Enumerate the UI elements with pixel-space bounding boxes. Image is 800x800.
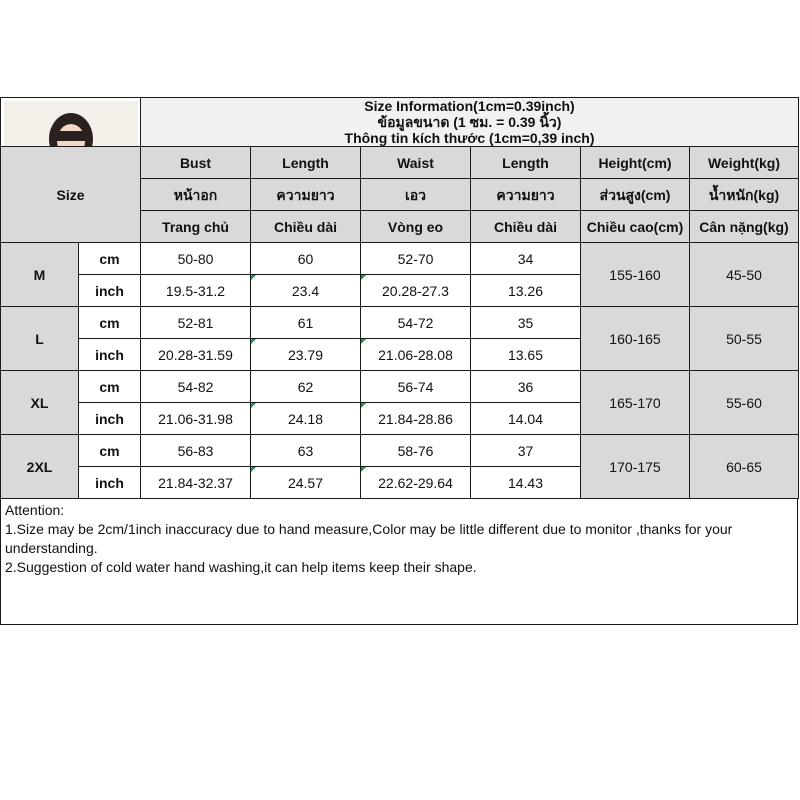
2xl-length-inch: 24.57 bbox=[251, 467, 361, 499]
2xl-waist-inch: 22.62-29.64 bbox=[361, 467, 471, 499]
header-height-th: ส่วนสูง(cm) bbox=[581, 179, 690, 211]
header-weight-vi: Cân nặng(kg) bbox=[690, 211, 799, 243]
model-photo bbox=[4, 101, 138, 147]
size-xl: XL bbox=[1, 371, 79, 435]
header-length2-en: Length bbox=[471, 147, 581, 179]
size-table bbox=[0, 97, 799, 499]
xl-weight: 55-60 bbox=[690, 371, 799, 435]
table-row-m-cm bbox=[1, 243, 799, 275]
header-waist-en: Waist bbox=[361, 147, 471, 179]
m-waist-inch: 20.28-27.3 bbox=[361, 275, 471, 307]
2xl-length2-inch: 14.43 bbox=[471, 467, 581, 499]
xl-height: 165-170 bbox=[581, 371, 690, 435]
xl-length2-inch: 14.04 bbox=[471, 403, 581, 435]
header-length2-th: ความยาว bbox=[471, 179, 581, 211]
header-length-th: ความยาว bbox=[251, 179, 361, 211]
size-label: Size bbox=[1, 147, 141, 243]
header-bust-vi: Trang chủ bbox=[141, 211, 251, 243]
xl-length-inch: 24.18 bbox=[251, 403, 361, 435]
l-bust-inch: 20.28-31.59 bbox=[141, 339, 251, 371]
l-height: 160-165 bbox=[581, 307, 690, 371]
unit-cm: cm bbox=[79, 371, 141, 403]
unit-inch: inch bbox=[79, 467, 141, 499]
attention-note-2: 2.Suggestion of cold water hand washing,it can help items keep their shape. bbox=[5, 559, 477, 575]
m-bust-inch: 19.5-31.2 bbox=[141, 275, 251, 307]
2xl-height: 170-175 bbox=[581, 435, 690, 499]
2xl-length2-cm: 37 bbox=[471, 435, 581, 467]
header-length2-vi: Chiều dài bbox=[471, 211, 581, 243]
xl-waist-cm: 56-74 bbox=[361, 371, 471, 403]
unit-inch: inch bbox=[79, 275, 141, 307]
size-l: L bbox=[1, 307, 79, 371]
2xl-weight: 60-65 bbox=[690, 435, 799, 499]
2xl-bust-cm: 56-83 bbox=[141, 435, 251, 467]
l-length-inch: 23.79 bbox=[251, 339, 361, 371]
m-length-cm: 60 bbox=[251, 243, 361, 275]
size-m: M bbox=[1, 243, 79, 307]
header-waist-th: เอว bbox=[361, 179, 471, 211]
attention-note-1: 1.Size may be 2cm/1inch inaccuracy due to hand measure,Color may be little different due to monitor ,thanks for your understanding. bbox=[5, 521, 733, 556]
unit-cm: cm bbox=[79, 243, 141, 275]
header-height-en: Height(cm) bbox=[581, 147, 690, 179]
unit-cm: cm bbox=[79, 435, 141, 467]
l-weight: 50-55 bbox=[690, 307, 799, 371]
l-length-cm: 61 bbox=[251, 307, 361, 339]
size-2xl: 2XL bbox=[1, 435, 79, 499]
product-photo-cell bbox=[1, 98, 141, 147]
size-information-title bbox=[141, 98, 799, 147]
m-waist-cm: 52-70 bbox=[361, 243, 471, 275]
title-thai: ข้อมูลขนาด (1 ซม. = 0.39 นิ้ว) bbox=[377, 114, 562, 130]
xl-length-cm: 62 bbox=[251, 371, 361, 403]
header-length-en: Length bbox=[251, 147, 361, 179]
unit-cm: cm bbox=[79, 307, 141, 339]
header-length-vi: Chiều dài bbox=[251, 211, 361, 243]
model-photo-illustration bbox=[4, 101, 138, 147]
attention-notes bbox=[0, 499, 798, 625]
xl-bust-cm: 54-82 bbox=[141, 371, 251, 403]
unit-inch: inch bbox=[79, 403, 141, 435]
header-row-english bbox=[1, 147, 799, 179]
title-vietnamese: Thông tin kích thước (1cm=0,39 inch) bbox=[344, 130, 595, 146]
table-row-l-cm bbox=[1, 307, 799, 339]
2xl-waist-cm: 58-76 bbox=[361, 435, 471, 467]
xl-bust-inch: 21.06-31.98 bbox=[141, 403, 251, 435]
header-waist-vi: Vòng eo bbox=[361, 211, 471, 243]
m-length2-inch: 13.26 bbox=[471, 275, 581, 307]
l-length2-inch: 13.65 bbox=[471, 339, 581, 371]
header-height-vi: Chiều cao(cm) bbox=[581, 211, 690, 243]
header-weight-en: Weight(kg) bbox=[690, 147, 799, 179]
xl-length2-cm: 36 bbox=[471, 371, 581, 403]
table-row-2xl-cm bbox=[1, 435, 799, 467]
header-weight-th: น้ำหนัก(kg) bbox=[690, 179, 799, 211]
m-bust-cm: 50-80 bbox=[141, 243, 251, 275]
2xl-bust-inch: 21.84-32.37 bbox=[141, 467, 251, 499]
size-chart bbox=[0, 97, 798, 625]
xl-waist-inch: 21.84-28.86 bbox=[361, 403, 471, 435]
header-bust-th: หน้าอก bbox=[141, 179, 251, 211]
2xl-length-cm: 63 bbox=[251, 435, 361, 467]
header-bust-en: Bust bbox=[141, 147, 251, 179]
m-length-inch: 23.4 bbox=[251, 275, 361, 307]
unit-inch: inch bbox=[79, 339, 141, 371]
attention-heading: Attention: bbox=[5, 502, 65, 518]
title-row bbox=[1, 98, 799, 147]
title-english: Size Information(1cm=0.39inch) bbox=[364, 98, 575, 114]
l-bust-cm: 52-81 bbox=[141, 307, 251, 339]
l-waist-cm: 54-72 bbox=[361, 307, 471, 339]
m-height: 155-160 bbox=[581, 243, 690, 307]
m-weight: 45-50 bbox=[690, 243, 799, 307]
table-row-xl-cm bbox=[1, 371, 799, 403]
l-length2-cm: 35 bbox=[471, 307, 581, 339]
m-length2-cm: 34 bbox=[471, 243, 581, 275]
l-waist-inch: 21.06-28.08 bbox=[361, 339, 471, 371]
